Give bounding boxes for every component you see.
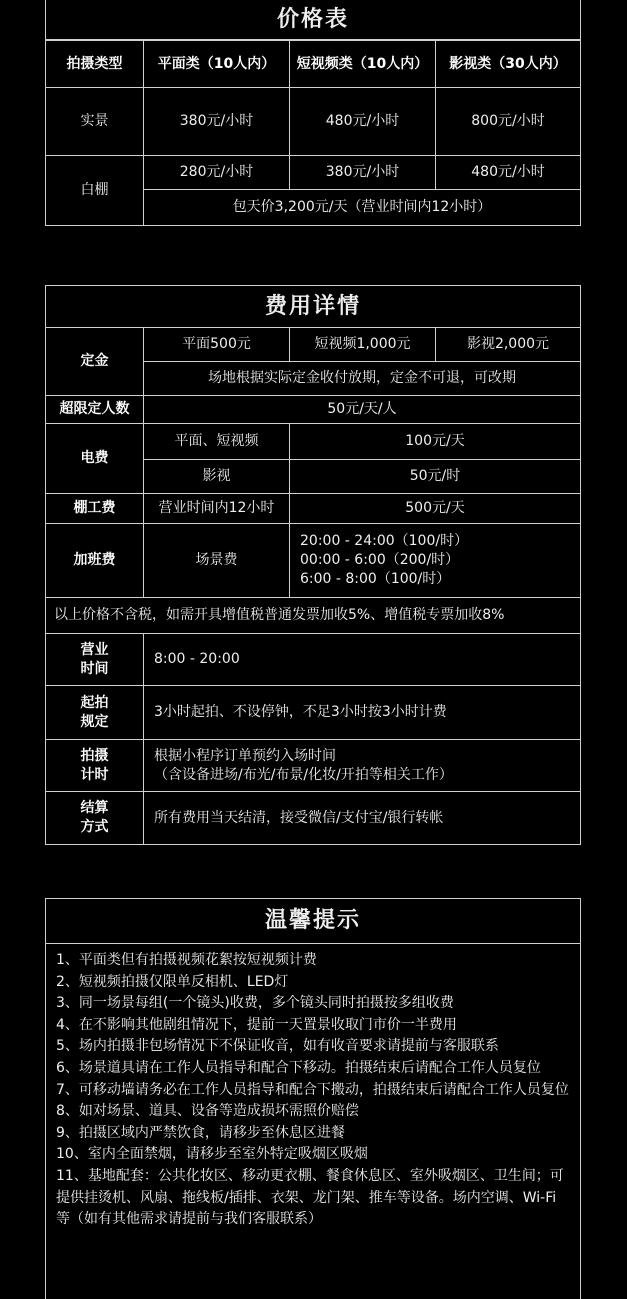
minimum-label <box>46 686 144 740</box>
tip-item: 9、拍摄区域内严禁饮食，请移步至休息区进餐 <box>56 1124 345 1141</box>
settle-label-1: 结算 <box>80 800 109 816</box>
tip-item: 8、如对场景、道具、设备等造成损坏需照价赔偿 <box>56 1103 359 1120</box>
tip-item: 6、场景道具请在工作人员指导和配合下移动。拍摄结束后请配合工作人员复位 <box>56 1059 541 1076</box>
header-short-video: 短视频类（10人内） <box>290 40 436 88</box>
overtime-line-1: 20:00 - 24:00（100/时） <box>300 533 469 549</box>
tip-item: 4、在不影响其他剧组情况下，提前一天置景收取门市价一半费用 <box>56 1016 457 1033</box>
price-table-title: 价格表 <box>46 0 580 40</box>
power-type-2: 影视 <box>144 460 290 494</box>
row-real-flat: 380元/小时 <box>144 88 290 156</box>
minimum-value: 3小时起拍、不设停钟，不足3小时按3小时计费 <box>144 686 580 740</box>
timing-line-2: （含设备进场/布光/布景/化妆/开拍等相关工作） <box>154 766 453 783</box>
timing-line-1: 根据小程序订单预约入场时间 <box>154 747 336 764</box>
overtime-line-3: 6:00 - 8:00（100/时） <box>300 571 451 587</box>
tip-item: 3、同一场景每组(一个镜头)收费，多个镜头同时拍摄按多组收费 <box>56 995 454 1012</box>
row-real-short: 480元/小时 <box>290 88 436 156</box>
tip-item: 1、平面类但有拍摄视频花絮按短视频计费 <box>56 952 317 968</box>
tips-section <box>45 898 581 1299</box>
tip-item: 11、基地配套：公共化妆区、移动更衣棚、餐食休息区、室外吸烟区、卫生间；可提供挂烫机、风扇、拖线板/插排、衣架、龙门架、推车等设备。场内空调、Wi-Fi等（如有其他需求请提前与我们客服联系） <box>56 1167 564 1228</box>
overtime-label: 加班费 <box>46 524 144 598</box>
overtime-schedule <box>290 524 580 598</box>
shed-label: 棚工费 <box>46 494 144 524</box>
fee-details <box>45 285 581 845</box>
row-white-short: 380元/小时 <box>290 156 436 190</box>
hours-label-1: 营业 <box>80 641 109 658</box>
tips-list <box>46 944 580 1231</box>
row-white-flat: 280元/小时 <box>144 156 290 190</box>
tip-item: 5、场内拍摄非包场情况下不保证收音，如有收音要求请提前与客服联系 <box>56 1038 499 1055</box>
deposit-note: 场地根据实际定金收付放期，定金不可退，可改期 <box>144 362 580 396</box>
tip-item: 10、室内全面禁烟，请移步至室外特定吸烟区吸烟 <box>56 1146 368 1163</box>
power-price-2: 50元/时 <box>290 460 580 494</box>
overlimit-value: 50元/天/人 <box>144 396 580 424</box>
overtime-type: 场景费 <box>144 524 290 598</box>
price-table <box>45 0 581 226</box>
deposit-film: 影视2,000元 <box>436 328 580 362</box>
tax-note: 以上价格不含税，如需开具增值税普通发票加收5%、增值税专票加收8% <box>46 598 580 634</box>
minimum-label-1: 起拍 <box>80 694 109 711</box>
fee-details-title: 费用详情 <box>46 286 580 328</box>
power-price-1: 100元/天 <box>290 424 580 460</box>
row-white-film: 480元/小时 <box>436 156 580 190</box>
header-shoot-type: 拍摄类型 <box>46 40 144 88</box>
tips-title: 温馨提示 <box>46 899 580 944</box>
tip-item: 7、可移动墙请务必在工作人员指导和配合下搬动，拍摄结束后请配合工作人员复位 <box>56 1081 569 1098</box>
shed-price: 500元/天 <box>290 494 580 524</box>
settle-label-2: 方式 <box>80 819 109 835</box>
overtime-line-2: 00:00 - 6:00（200/时） <box>300 552 460 568</box>
settle-label <box>46 792 144 844</box>
row-white-day-price: 包天价3,200元/天（营业时间内12小时） <box>232 199 492 216</box>
header-flat: 平面类（10人内） <box>144 40 290 88</box>
deposit-flat: 平面500元 <box>144 328 290 362</box>
settle-value: 所有费用当天结清，接受微信/支付宝/银行转帐 <box>154 809 444 826</box>
minimum-label-2: 规定 <box>80 713 109 730</box>
hours-label <box>46 634 144 686</box>
row-real-film: 800元/小时 <box>436 88 580 156</box>
row-real-label: 实景 <box>46 88 144 156</box>
timing-value <box>144 740 580 792</box>
power-type-1: 平面、短视频 <box>144 424 290 460</box>
timing-label-1: 拍摄 <box>80 747 109 764</box>
timing-label-2: 计时 <box>80 766 109 783</box>
timing-label <box>46 740 144 792</box>
deposit-label: 定金 <box>46 328 144 396</box>
header-film: 影视类（30人内） <box>436 40 580 88</box>
hours-label-2: 时间 <box>80 660 109 677</box>
deposit-short: 短视频1,000元 <box>290 328 436 362</box>
hours-value: 8:00 - 20:00 <box>144 634 580 686</box>
overlimit-label: 超限定人数 <box>46 396 144 424</box>
power-label: 电费 <box>46 424 144 494</box>
shed-type: 营业时间内12小时 <box>144 494 290 524</box>
tip-item: 2、短视频拍摄仅限单反相机、LED灯 <box>56 973 289 990</box>
row-white-label: 白棚 <box>46 156 144 225</box>
